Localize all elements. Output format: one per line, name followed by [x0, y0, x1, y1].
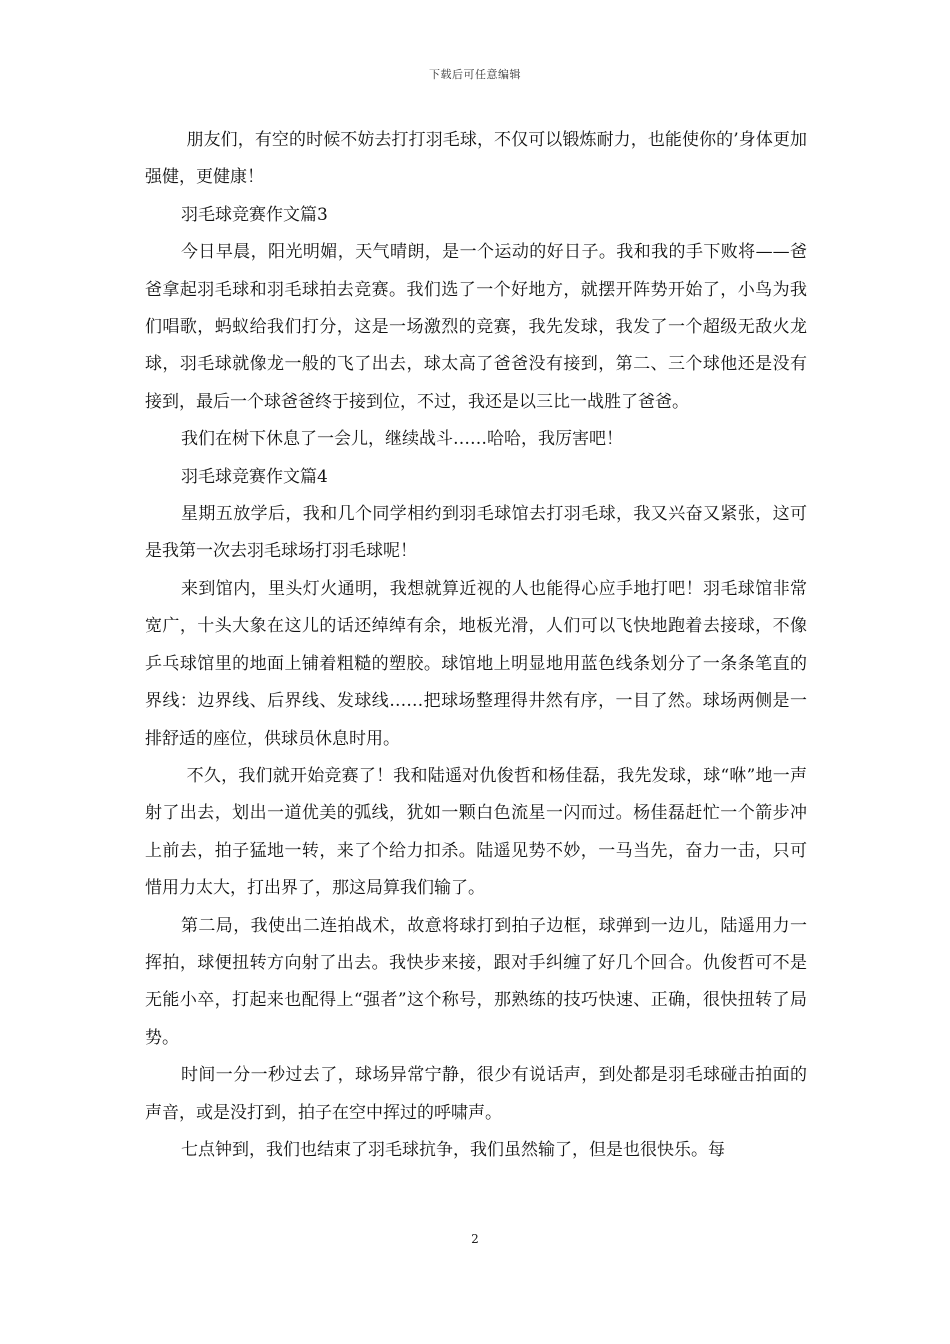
document-body [145, 122, 807, 1169]
paragraph-3: 我们在树下休息了一会儿，继续战斗……哈哈，我厉害吧！ [181, 429, 623, 450]
section-heading-3: 羽毛球竞赛作文篇3 [181, 204, 328, 225]
paragraph-5: 来到馆内，里头灯火通明，我想就算近视的人也能得心应手地打吧！羽毛球馆非常宽广，十头大象在这儿的话还绰绰有余，地板光滑，人们可以飞快地跑着去接球，不像乒乓球馆里的地面上铺着粗糙的塑胶。球馆地上明显地用蓝色线条划分了一条条笔直的界线：边界线、后界线、发球线……把球场整理得井然有序，一目了然。球场两侧是一排舒适的座位，供球员休息时用。 [145, 578, 807, 749]
page-header: 下载后可任意编辑 [429, 68, 521, 81]
section-heading-4: 羽毛球竞赛作文篇4 [181, 466, 328, 487]
paragraph-4: 星期五放学后，我和几个同学相约到羽毛球馆去打羽毛球，我又兴奋又紧张，这可是我第一次去羽毛球场打羽毛球呢！ [145, 504, 807, 562]
paragraph-9: 七点钟到，我们也结束了羽毛球抗争，我们虽然输了，但是也很快乐。每 [181, 1139, 725, 1160]
page-number: 2 [471, 1232, 479, 1246]
paragraph-2: 今日早晨，阳光明媚，天气晴朗，是一个运动的好日子。我和我的手下败将——爸爸拿起羽毛球和羽毛球拍去竞赛。我们选了一个好地方，就摆开阵势开始了，小鸟为我们唱歌，蚂蚁给我们打分，这是一场激烈的竞赛，我先发球，我发了一个超级无敌火龙球，羽毛球就像龙一般的飞了出去，球太高了爸爸没有接到，第二、三个球他还是没有接到，最后一个球爸爸终于接到位，不过，我还是以三比一战胜了爸爸。 [145, 242, 807, 412]
paragraph-8: 时间一分一秒过去了，球场异常宁静，很少有说话声，到处都是羽毛球碰击拍面的声音，或是没打到，拍子在空中挥过的呼啸声。 [145, 1065, 807, 1123]
paragraph-6: 不久，我们就开始竞赛了！我和陆遥对仇俊哲和杨佳磊，我先发球，球“咻”地一声射了出去，划出一道优美的弧线，犹如一颗白色流星一闪而过。杨佳磊赶忙一个箭步冲上前去，拍子猛地一转，来了个给力扣杀。陆遥见势不妙，一马当先，奋力一击，只可惜用力太大，打出界了，那这局算我们输了。 [145, 765, 808, 899]
paragraph-1: 朋友们，有空的时候不妨去打打羽毛球，不仅可以锻炼耐力，也能使你的’身体更加强健，更健康！ [145, 130, 808, 188]
paragraph-7: 第二局，我使出二连拍战术，故意将球打到拍子边框，球弹到一边儿，陆遥用力一挥拍，球便扭转方向射了出去。我快步来接，跟对手纠缠了好几个回合。仇俊哲可不是无能小卒，打起来也配得上“强者”这个称号，那熟练的技巧快速、正确，很快扭转了局势。 [145, 915, 807, 1048]
